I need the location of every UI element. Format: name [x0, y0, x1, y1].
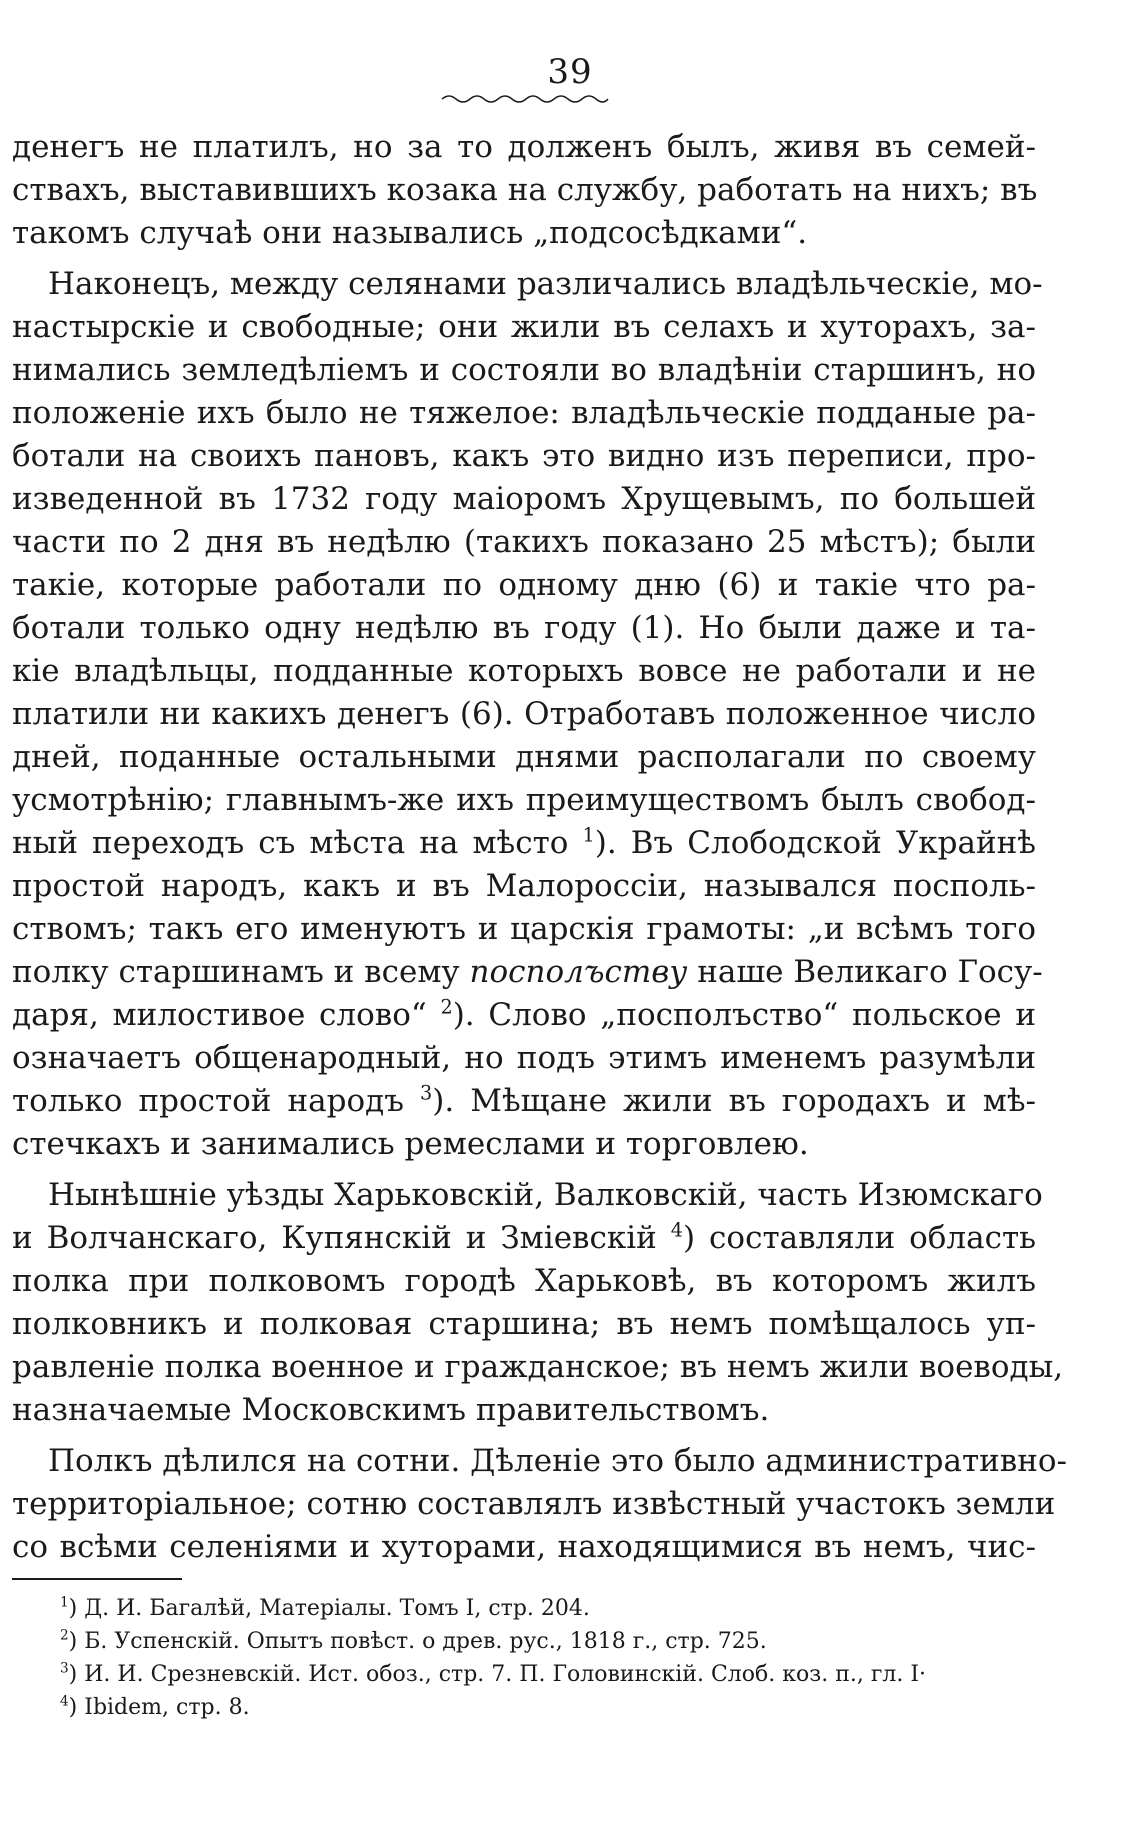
text-line: такомъ случаѣ они назывались „подсосѣдками“. [12, 215, 808, 251]
text-line [12, 1217, 1036, 1260]
text-line: ботали только одну недѣлю въ году (1). Но были даже и та- [12, 610, 1036, 646]
text-line: Нынѣшніе уѣзды Харьковскій, Валковскій, часть Изюмскаго [48, 1177, 1043, 1213]
text-line [12, 1080, 1036, 1123]
text-line: дней, поданные остальными днями располагали по своему [12, 739, 1036, 775]
text-line: назначаемые Московскимъ правительствомъ. [12, 1392, 770, 1428]
footnote-ref: 2 [440, 995, 453, 1019]
footnotes [60, 1592, 1040, 1724]
text-line: положеніе ихъ было не тяжелое: владѣльческіе подданые ра- [12, 395, 1036, 431]
text-line: ствомъ; такъ его именуютъ и царскія грамоты: „и всѣмъ того [12, 911, 1036, 947]
text-line: ботали на своихъ пановъ, какъ это видно изъ переписи, про- [12, 438, 1036, 474]
footnote-mark: 2 [60, 1627, 69, 1644]
text-segment: и Волчанскаго, Купянскій и Зміевскій [12, 1220, 657, 1256]
footnote-mark: 1 [60, 1594, 69, 1611]
text-segment: ) составляли область [683, 1220, 1036, 1256]
text-line: усмотрѣнію; главнымъ-же ихъ преимуществомъ былъ свобод- [12, 782, 1036, 818]
text-line: равленіе полка военное и гражданское; въ немъ жили воеводы, [12, 1349, 1064, 1385]
text-segment: даря, милостивое слово“ [12, 997, 427, 1033]
text-line: стечкахъ и занимались ремеслами и торговлею. [12, 1126, 809, 1162]
paragraph-4 [12, 1440, 1068, 1569]
text-line: Полкъ дѣлился на сотни. Дѣленіе это было административно- [48, 1443, 1068, 1479]
text-line: со всѣми селеніями и хуторами, находящимися въ немъ, чис- [12, 1529, 1036, 1565]
text-segment: ). Мѣщане жили въ городахъ и мѣ- [432, 1083, 1036, 1119]
text-line: платили ни какихъ денегъ (6). Отработавъ положенное число [12, 696, 1036, 732]
text-line: настырскіе и свободные; они жили въ селахъ и хуторахъ, за- [12, 309, 1036, 345]
paragraph-2 [12, 263, 1043, 1166]
footnote-mark: 3 [60, 1660, 69, 1677]
footnote-3 [60, 1658, 1040, 1691]
text-line [12, 951, 1043, 994]
wavy-ornament [440, 92, 610, 106]
text-line: изведенной въ 1732 году маіоромъ Хрущевымъ, по большей [12, 481, 1036, 517]
footnote-2 [60, 1625, 1040, 1658]
text-line: простой народъ, какъ и въ Малороссіи, назывался посполь- [12, 868, 1036, 904]
footnote-separator [12, 1578, 182, 1580]
text-line: такіе, которые работали по одному дню (6) и такіе что ра- [12, 567, 1036, 603]
footnote-ref: 3 [420, 1081, 433, 1105]
text-line: полка при полковомъ городѣ Харьковѣ, въ которомъ жилъ [12, 1263, 1036, 1299]
text-line: кіе владѣльцы, подданные которыхъ вовсе не работали и не [12, 653, 1036, 689]
footnote-ref: 4 [670, 1218, 683, 1242]
page-number: 39 [547, 52, 593, 92]
italic-word: посполъству [469, 954, 688, 990]
text-segment: полку старшинамъ и всему [12, 954, 460, 990]
text-line: территоріальное; сотню составлялъ извѣстный участокъ земли [12, 1486, 1056, 1522]
main-text [12, 126, 1068, 1569]
footnote-ref: 1 [582, 823, 595, 847]
text-line [12, 994, 1036, 1037]
text-segment: наше Великаго Госу- [687, 954, 1043, 990]
text-line: ствахъ, выставившихъ козака на службу, работать на нихъ; въ [12, 172, 1038, 208]
text-line: части по 2 дня въ недѣлю (такихъ показано 25 мѣстъ); были [12, 524, 1036, 560]
footnote-mark: 4 [60, 1693, 69, 1710]
footnote-text: ) Б. Успенскій. Опытъ повѣст. о древ. рус., 1818 г., стр. 725. [68, 1629, 767, 1654]
footnote-1 [60, 1592, 1040, 1625]
text-segment: ). Слово „посполъство“ польское и [452, 997, 1037, 1033]
text-line: денегъ не платилъ, но за то долженъ былъ, живя въ семей- [12, 129, 1036, 165]
text-line [12, 822, 1036, 865]
footnote-4 [60, 1691, 1040, 1724]
text-line: полковникъ и полковая старшина; въ немъ помѣщалось уп- [12, 1306, 1036, 1342]
text-segment: ный переходъ съ мѣста на мѣсто [12, 825, 569, 861]
text-line: Наконецъ, между селянами различались владѣльческіе, мо- [48, 266, 1043, 302]
text-segment: ). Въ Слободской Украйнѣ [594, 825, 1037, 861]
text-line: означаетъ общенародный, но подъ этимъ именемъ разумѣли [12, 1040, 1036, 1076]
paragraph-3 [12, 1174, 1064, 1432]
text-line: нимались земледѣліемъ и состояли во владѣніи старшинъ, но [12, 352, 1036, 388]
footnote-text: ) И. И. Срезневскій. Ист. обоз., стр. 7. П. Головинскій. Слоб. коз. п., гл. I· [68, 1662, 927, 1687]
footnote-text: ) Д. И. Багалѣй, Матеріалы. Томъ I, стр. 204. [68, 1596, 590, 1621]
footnote-text: ) Ibidem, стр. 8. [68, 1695, 250, 1720]
text-segment: только простой народъ [12, 1083, 404, 1119]
paragraph-1 [12, 126, 1036, 255]
